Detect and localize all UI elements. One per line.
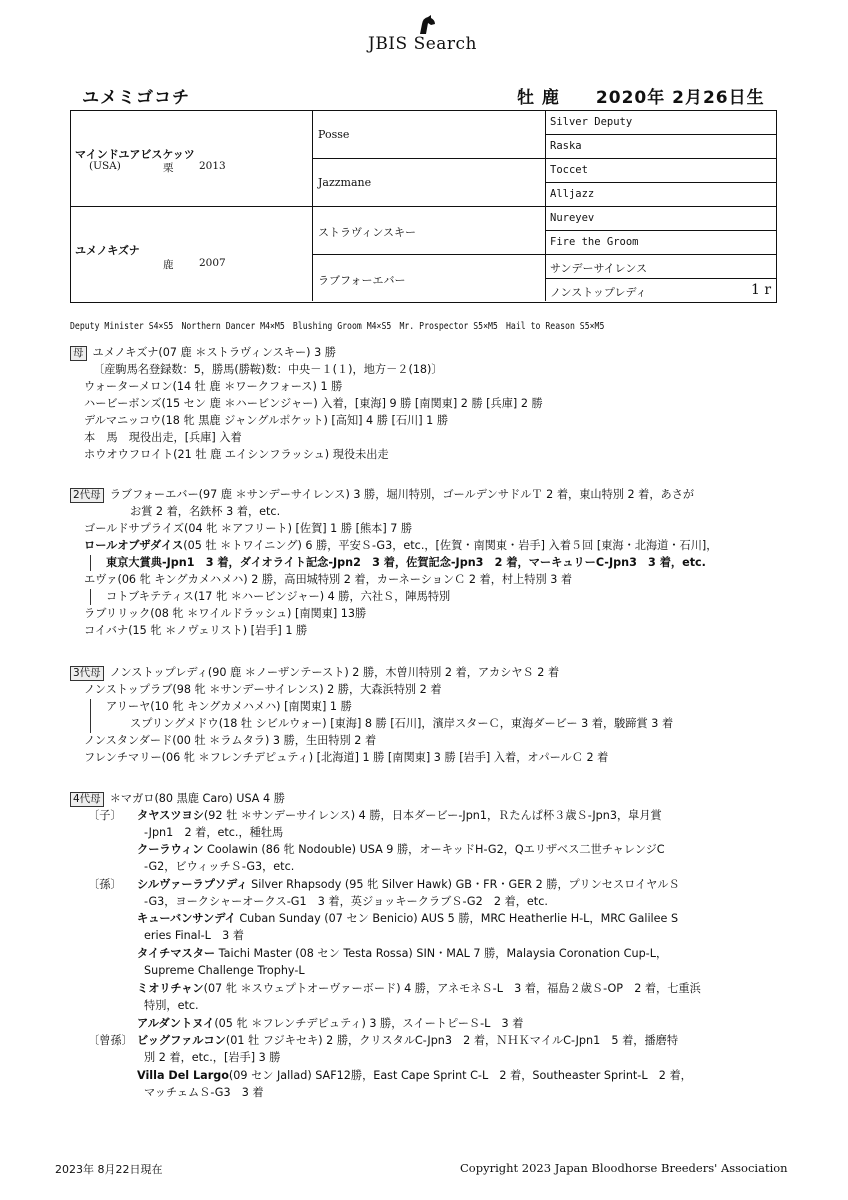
g3dam-line-1: ノンストップラブ(98 牝 ＊サンデーサイレンス) 2 勝，大森浜特別 2 着	[84, 683, 442, 696]
g2dam-line-9: コイバナ(15 牝 ＊ノヴェリスト) [岩手] 1 勝	[84, 624, 308, 637]
logo-text: JBIS Search	[368, 34, 478, 54]
g3-1: Silver Deputy	[550, 116, 633, 128]
g4dam-line-ardant: アルダントヌイ(05 牝 ＊フレンチデピュティ) 3 勝，スイートピーＳ-L 3 着	[137, 1017, 524, 1030]
dam-line-0: ユメノキズナ(07 鹿 ＊ストラヴィンスキー) 3 勝	[92, 346, 336, 359]
g4dam-label-grandchild: 〔孫〕	[88, 878, 122, 891]
sire-origin: (USA)	[89, 160, 121, 172]
g3-8: ノンストップレディ	[550, 286, 647, 299]
g4dam-line-silver: シルヴァーラプソディ Silver Rhapsody (95 牝 Silver Hawk) GB・FR・GER 2 勝，プリンセスロイヤルＳ	[137, 878, 680, 891]
g2-dam-sire: ストラヴィンスキー	[318, 226, 417, 239]
g4dam-line-14: eries Final-L 3 着	[144, 929, 244, 942]
dam-color: 鹿	[163, 259, 174, 271]
horse-info: 牡 鹿 2020年 2月26日生	[517, 88, 765, 108]
g4dam-line-4: -Jpn1 2 着，etc.，種牡馬	[144, 826, 284, 839]
sire-color: 栗	[163, 162, 174, 174]
dam-line-4: デルマニッコウ(18 牝 黒鹿 ジャングルポケット) [高知] 4 勝 [石川] 1 勝	[84, 414, 449, 427]
g4dam-line-26: 別 2 着，etc.，[岩手] 3 勝	[144, 1051, 281, 1064]
g4dam-label-greatgrandchild: 〔曾孫〕	[88, 1034, 133, 1047]
g2-dam-dam: ラブフォーエバー	[318, 274, 406, 287]
g4dam-line-20: 特別，etc.	[144, 999, 199, 1012]
g3-3: Toccet	[550, 164, 588, 176]
g3-6: Fire the Groom	[550, 236, 639, 248]
sire-year: 2013	[199, 160, 226, 172]
g3-7: サンデーサイレンス	[550, 262, 648, 275]
g3dam-line-3: スプリングメドウ(18 牡 シビルウォー) [東海] 8 勝 [石川]，濱岸スターＣ，東海ダービー 3 着，駿蹄賞 3 着	[130, 717, 674, 730]
sire-name: マインドユアビスケッツ	[75, 148, 195, 161]
dam-line-1: 〔産駒馬名登録数：5，勝馬(勝鞍)数：中央－１(１)，地方－２(18)〕	[93, 363, 443, 376]
g4dam-line-big: ビッグファルコン(01 牡 フジキセキ) 2 勝，クリスタルC-Jpn3 2 着，ＮＨＫマイルC-Jpn1 5 着，播磨特	[137, 1034, 679, 1047]
g2-sire-sire: Posse	[318, 128, 350, 141]
dam-line-3: ハービーボンズ(15 セン 鹿 ＊ハービンジャー) 入着，[東海] 9 勝 [南関東] 2 勝 [兵庫] 2 勝	[84, 397, 543, 410]
g4dam-line-taichi: タイチマスター Taichi Master (08 セン Testa Rossa) SIN・MAL 7 勝，Malaysia Coronation Cup-L，	[137, 947, 668, 960]
inbreeding-crosses: Deputy Minister S4×S5 Northern Dancer M4×M5 Blushing Groom M4×S5 Mr. Prospector S5×M5 Hail to Reason S5×M5	[70, 321, 605, 332]
dam-name: ユメノキズナ	[75, 244, 140, 257]
g4dam-line-0: ＊マガロ(80 黒鹿 Caro) USA 4 勝	[109, 792, 285, 805]
g2-sire-dam: Jazzmane	[318, 176, 372, 189]
g4dam-label-child: 〔子〕	[88, 809, 122, 822]
dam-year: 2007	[199, 257, 226, 269]
pedigree-table	[70, 110, 777, 303]
dam-section-header	[70, 345, 336, 361]
dam-line-2: ウォーターメロン(14 牡 鹿 ＊ワークフォース) 1 勝	[84, 380, 343, 393]
section-tag: 母	[70, 346, 87, 361]
g4dam-section-header: 4代母 ＊マガロ(80 黒鹿 Caro) USA 4 勝	[70, 791, 285, 807]
g2dam-line-5: 東京大賞典-Jpn1 3 着，ダイオライト記念-Jpn2 3 着，佐賀記念-Jpn3 2 着，マーキュリーC-Jpn3 3 着，etc.	[106, 556, 706, 569]
g2dam-line-2: ゴールドサプライズ(04 牝 ＊アフリート) [佐賀] 1 勝 [熊本] 7 勝	[84, 522, 413, 535]
g3-5: Nureyev	[550, 212, 595, 224]
g3-2: Raska	[550, 140, 582, 152]
g4dam-line-coolawin: クーラウィン Coolawin (86 牝 Nodouble) USA 9 勝，オーキッドH-G2，Qエリザベス二世チャレンジC	[137, 843, 665, 856]
footer-date: 2023年 8月22日現在	[55, 1163, 163, 1176]
g3dam-line-2: アリーヤ(10 牝 キングカメハメハ) [南関東] 1 勝	[106, 700, 352, 713]
g2dam-line-3: ロールオブザダイス(05 牡 ＊トワイニング) 6 勝，平安Ｓ-G3，etc.，[佐賀・南関東・岩手] 入着５回 [東海・北海道・石川]，	[84, 539, 718, 552]
g4dam-line-cuban: キューバンサンデイ Cuban Sunday (07 セン Benicio) AUS 5 勝，MRC Heatherlie H-L，MRC Galilee S	[137, 912, 679, 925]
footer-copyright: Copyright 2023 Japan Bloodhorse Breeders' Association	[460, 1161, 788, 1175]
g4dam-line-11: -G3，ヨークシャーオークス-G1 3 着，英ジョッキークラブＳ-G2 2 着，etc.	[144, 895, 548, 908]
g3dam-line-5: フレンチマリー(06 牝 ＊フレンチデピュティ) [北海道] 1 勝 [南関東] 3 勝 [岩手] 入着，オパールＣ 2 着	[84, 751, 609, 764]
dam-line-5: 本 馬 現役出走，[兵庫] 入着	[84, 431, 242, 444]
g2dam-line-7: コトブキテティス(17 牝 ＊ハービンジャー) 4 勝，六社Ｓ，陣馬特別	[106, 590, 451, 603]
g2dam-line-8: ラブリリック(08 牝 ＊ワイルドラッシュ) [南関東] 13勝	[84, 607, 367, 620]
g2dam-line-1: お賞 2 着，名鉄杯 3 着，etc.	[130, 505, 281, 518]
horse-name: ユメミゴコチ	[82, 88, 190, 108]
g4dam-line-tayasu: タヤスツヨシ(92 牡 ＊サンデーサイレンス) 4 勝，日本ダービー-Jpn1，Ｒたんぱ杯３歳Ｓ-Jpn3，皐月賞	[137, 809, 662, 822]
g4dam-line-7: -G2，ビウィッチＳ-G3，etc.	[144, 860, 295, 873]
g2dam-section-header: 2代母 ラブフォーエバー(97 鹿 ＊サンデーサイレンス) 3 勝，堀川特別，ゴールデンサドルＴ 2 着，東山特別 2 着，あさが	[70, 487, 694, 503]
jbis-logo	[368, 10, 498, 60]
g3dam-line-0: ノンストップレディ(90 鹿 ＊ノーザンテースト) 2 勝，木曽川特別 2 着，アカシヤＳ 2 着	[109, 666, 560, 679]
g2dam-line-0: ラブフォーエバー(97 鹿 ＊サンデーサイレンス) 3 勝，堀川特別，ゴールデンサドルＴ 2 着，東山特別 2 着，あさが	[109, 488, 695, 501]
g3dam-section-header: 3代母 ノンストップレディ(90 鹿 ＊ノーザンテースト) 2 勝，木曽川特別 2 着，アカシヤＳ 2 着	[70, 665, 559, 681]
g4dam-line-mio: ミオリチャン(07 牝 ＊スウェプトオーヴァーボード) 4 勝，アネモネＳ-L 3 着，福島２歳Ｓ-OP 2 着，七重浜	[137, 982, 701, 995]
g4dam-line-29: マッチェムＳ-G3 3 着	[144, 1086, 264, 1099]
g4dam-line-villa: Villa Del Largo(09 セン Jallad) SAF12勝，East Cape Sprint C-L 2 着，Southeaster Sprint-L 2 着，	[137, 1069, 692, 1082]
g2dam-line-6: エヴァ(06 牝 キングカメハメハ) 2 勝，高田城特別 2 着，カーネーションＣ 2 着，村上特別 3 着	[84, 573, 573, 586]
g3-4: Alljazz	[550, 188, 595, 200]
dam-line-6: ホウオウフロイト(21 牡 鹿 エイシンフラッシュ) 現役未出走	[84, 448, 389, 461]
g4dam-line-17: Supreme Challenge Trophy-L	[144, 964, 305, 977]
g3dam-line-4: ノンスタンダード(00 牡 ＊ラムタラ) 3 勝，生田特別 2 着	[84, 734, 377, 747]
horse-head-icon	[416, 14, 438, 36]
family-number: 1 r	[751, 282, 772, 298]
